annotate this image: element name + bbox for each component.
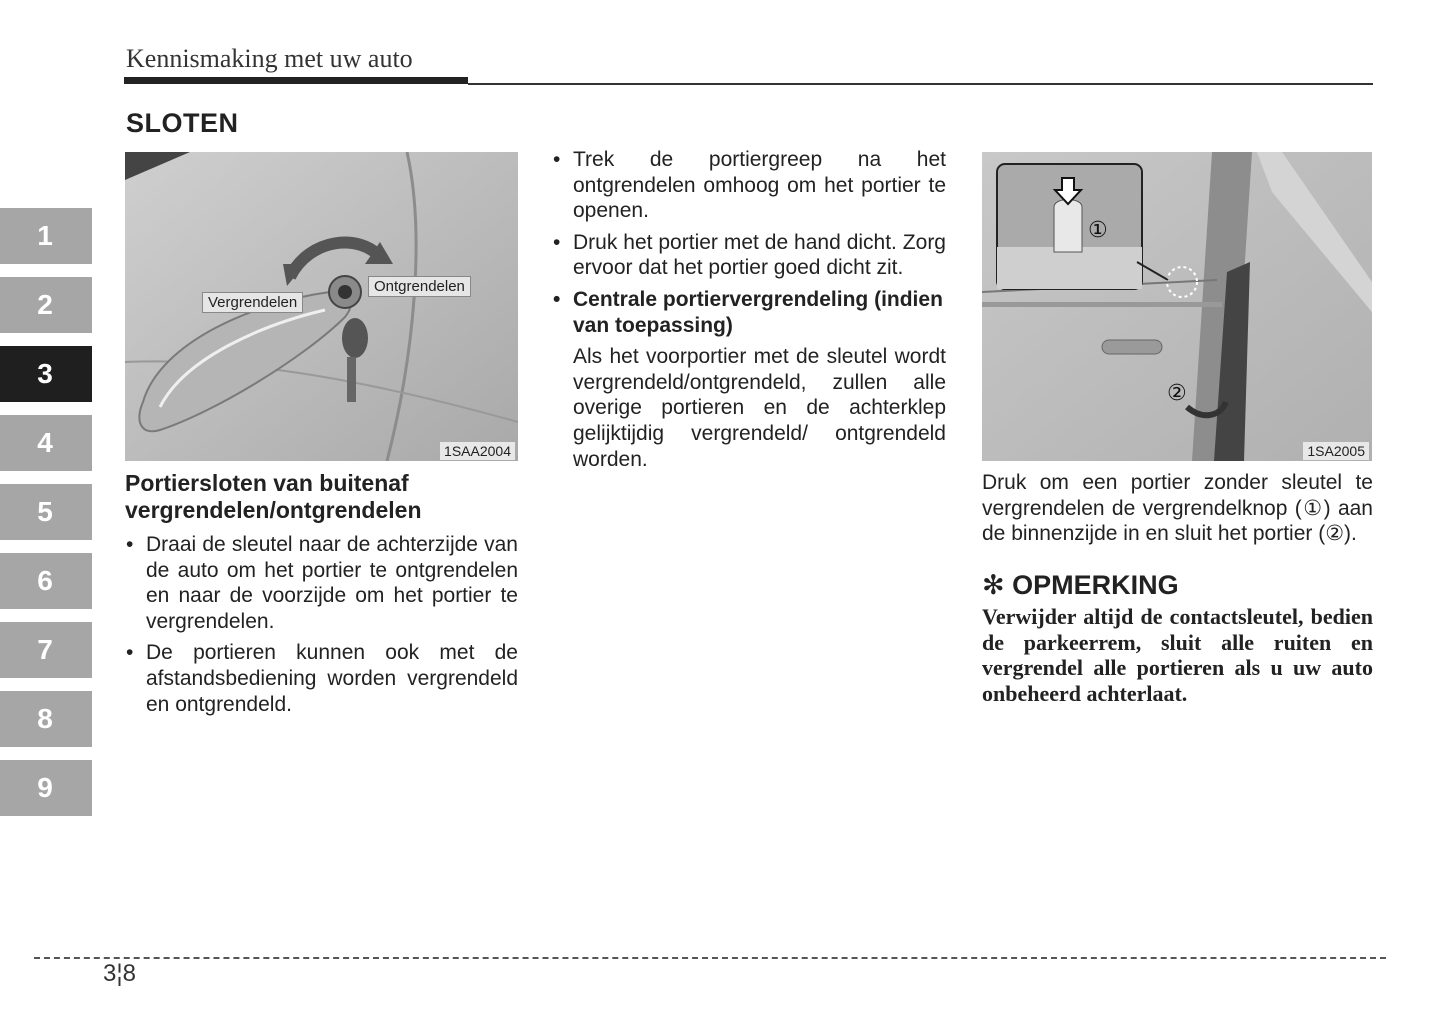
column-3: [982, 470, 1373, 706]
marker-2: ②: [1167, 380, 1187, 405]
list-item: • De portieren kunnen ook met de afstandsbediening worden vergrendeld en ontgrendeld.: [125, 640, 518, 717]
column-1: [125, 470, 518, 723]
list-item: • Draai de sleutel naar de achterzijde van de auto om het portier te ontgrendelen en naar de voorzijde om het portier te vergrendelen.: [125, 532, 518, 634]
header-rule-thick: [124, 77, 468, 84]
chapter-tab-4[interactable]: 4: [0, 415, 92, 471]
chapter-tab-2[interactable]: 2: [0, 277, 92, 333]
chapter-tab-9[interactable]: 9: [0, 760, 92, 816]
chapter-tab-7[interactable]: 7: [0, 622, 92, 678]
list-item: • Druk het portier met de hand dicht. Zorg ervoor dat het portier goed dicht zit.: [552, 230, 946, 281]
central-locking-paragraph: Als het voorportier met de sleutel wordt vergrendeld/ontgrendeld, zullen alle overige portieren en de achterklep gelijktijdig vergrendeld/ ontgrendeld worden.: [573, 345, 946, 471]
lock-knob-illustration: [982, 152, 1372, 461]
door-lock-illustration: [125, 152, 518, 461]
marker-1: ①: [1088, 217, 1108, 242]
column-2: [552, 147, 946, 472]
header-rule-thin: [468, 83, 1373, 85]
callout-unlock: Ontgrendelen: [368, 276, 471, 297]
list-item: • Trek de portiergreep na het ontgrendelen omhoog om het portier te openen.: [552, 147, 946, 224]
chapter-tab-5[interactable]: 5: [0, 484, 92, 540]
chapter-tab-8[interactable]: 8: [0, 691, 92, 747]
figure-code: 1SAA2004: [440, 442, 515, 460]
lock-knob-figure: [982, 152, 1372, 461]
running-header: Kennismaking met uw auto: [126, 44, 413, 73]
section-title: SLOTEN: [126, 108, 239, 138]
chapter-tab-3[interactable]: 3: [0, 346, 92, 402]
subheading-exterior-locks: Portiersloten van buitenaf vergrendelen/ontgrendelen: [125, 470, 422, 523]
chapter-tab-1[interactable]: 1: [0, 208, 92, 264]
page-number: 3¦8: [103, 960, 136, 987]
callout-lock: Vergrendelen: [202, 292, 303, 313]
door-lock-figure: [125, 152, 518, 461]
footer-divider: [34, 957, 1386, 959]
chapter-tabs: [0, 208, 92, 829]
lock-without-key-paragraph: Druk om een portier zonder sleutel te vergrendelen de vergrendelknop (①) aan de binnenzijde in en sluit het portier (②).: [982, 471, 1373, 546]
subheading-central-locking: • Centrale portiervergrendeling (indien van toepassing): [552, 287, 946, 338]
figure-code: 1SA2005: [1303, 442, 1369, 460]
note-body: Verwijder altijd de contactsleutel, bedien de parkeerrem, sluit alle ruiten en vergrendel alle portieren als u uw auto onbeheerd achterlaat.: [982, 604, 1373, 706]
chapter-tab-6[interactable]: 6: [0, 553, 92, 609]
note-title: ✻ OPMERKING: [982, 569, 1179, 600]
